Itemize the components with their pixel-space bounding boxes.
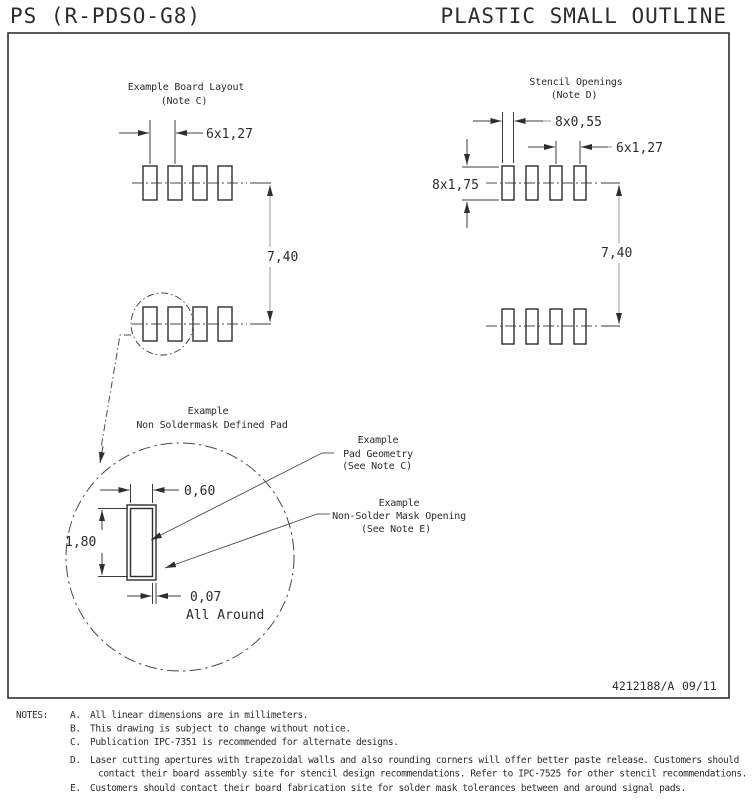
pad-geometry-rect [131, 509, 153, 577]
stencil-pitch-dimension [528, 141, 663, 164]
board-layout-note-ref: (Note C) [160, 96, 208, 107]
drawing-number: 4212188/A [612, 679, 675, 693]
pad-height-text: 1,80 [65, 535, 97, 550]
magnified-title-line2: Non Soldermask Defined Pad [136, 420, 288, 431]
board-pitch-dim-text: 6x1,27 [206, 127, 253, 142]
stencil-pitch-text: 6x1,27 [616, 141, 663, 156]
pad-geometry-label-line1: Example [357, 435, 399, 446]
stencil-width-text: 8x0,55 [555, 115, 602, 130]
note-text-continuation: contact their board assembly site for stencil design recommendations. Refer to IPC-7525 for other stencil recommendations. [98, 768, 747, 780]
mask-gap-dimension [127, 583, 264, 623]
pad-width-dimension [100, 484, 215, 503]
revision-date: 09/11 [682, 679, 717, 693]
pad-width-text: 0,60 [184, 484, 216, 499]
notes-section [16, 710, 747, 794]
note-text: This drawing is subject to change without notice. [90, 723, 351, 735]
board-bottom-pad-row [143, 307, 232, 341]
board-layout-title: Example Board Layout [127, 82, 245, 93]
board-row-spacing-text: 7,40 [267, 250, 299, 265]
stencil-row-spacing-text: 7,40 [601, 246, 633, 261]
pad-geometry-label-line3: (See Note C) [342, 461, 412, 472]
detail-leader-line [101, 335, 131, 448]
stencil-row-spacing-dimension [601, 185, 632, 324]
package-type-title: PLASTIC SMALL OUTLINE [440, 4, 727, 28]
stencil-width-dimension [473, 112, 602, 163]
note-letter: D. [70, 755, 81, 766]
mask-gap-qualifier-text: All Around [186, 608, 265, 623]
mask-opening-callout [165, 498, 466, 568]
title-block [612, 679, 717, 693]
board-pitch-dimension [119, 120, 253, 164]
pad-geometry-label-line2: Pad Geometry [343, 449, 413, 460]
note-text: Customers should contact their board fabrication site for solder mask tolerances between and around signal pads. [90, 783, 686, 794]
pad-height-dimension [65, 509, 128, 577]
drawing-border [8, 33, 729, 698]
mask-opening-label-line1: Example [378, 498, 420, 509]
magnified-view-circle [66, 443, 294, 671]
mask-gap-text: 0,07 [190, 590, 222, 605]
mask-opening-label-line3: (See Note E) [361, 524, 431, 535]
package-code-title: PS (R-PDSO-G8) [10, 4, 202, 28]
stencil-height-text: 8x1,75 [432, 178, 479, 193]
note-text: All linear dimensions are in millimeters. [90, 710, 309, 721]
note-text: Laser cutting apertures with trapezoidal walls and also rounding corners will offer better paste release. Customers should [90, 755, 739, 766]
mask-opening-rect [127, 505, 156, 580]
board-row-spacing-dimension [267, 185, 298, 322]
notes-label: NOTES: [16, 710, 48, 721]
note-letter: E. [70, 783, 81, 794]
note-letter: A. [70, 710, 81, 721]
stencil-openings-diagram [432, 77, 663, 344]
mask-opening-label-line2: Non-Solder Mask Opening [332, 511, 466, 522]
note-letter: C. [70, 737, 81, 748]
stencil-title: Stencil Openings [529, 77, 623, 88]
magnified-title-line1: Example [187, 406, 229, 417]
stencil-note-ref: (Note D) [550, 90, 598, 101]
magnified-pad-detail [65, 406, 466, 671]
note-letter: B. [70, 723, 81, 735]
note-text: Publication IPC-7351 is recommended for alternate designs. [90, 737, 399, 748]
board-top-pad-row [143, 166, 232, 200]
